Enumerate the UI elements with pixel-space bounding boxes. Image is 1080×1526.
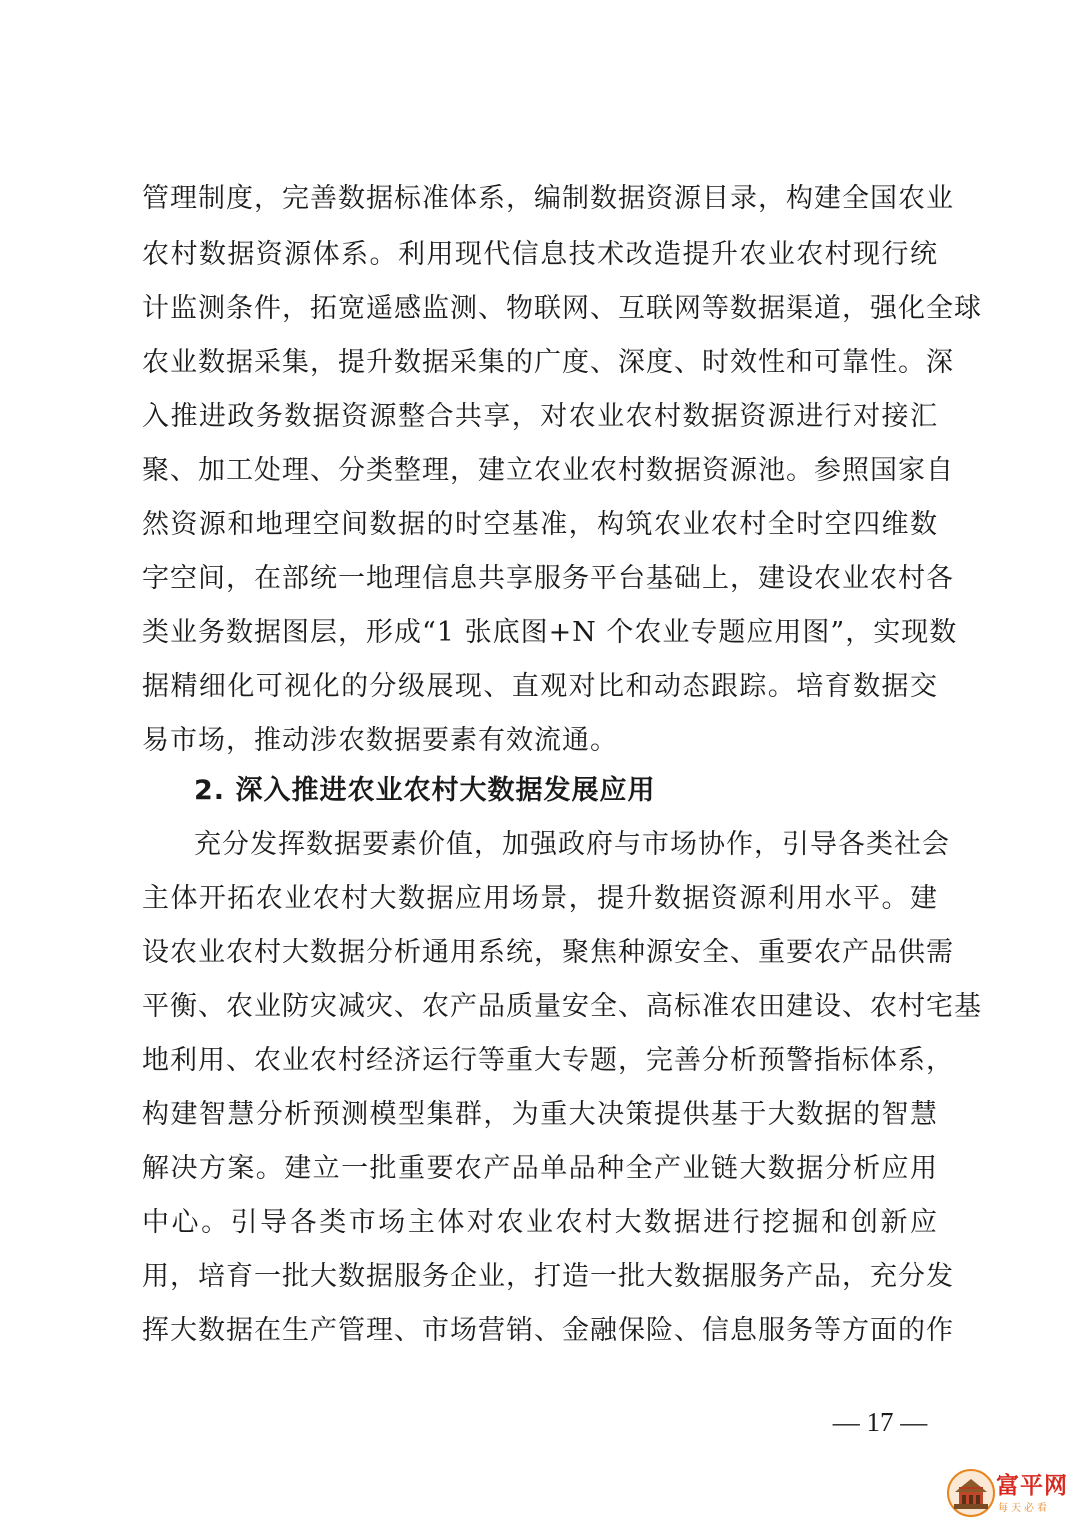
paragraph-1-line-8: 字空间，在部统一地理信息共享服务平台基础上，建设农业农村各 [142,563,954,594]
paragraph-1-line-9: 类业务数据图层，形成“1 张底图+N 个农业专题应用图”，实现数 [142,617,958,648]
paragraph-1-line-1: 管理制度，完善数据标准体系，编制数据资源目录，构建全国农业 [142,183,954,214]
paragraph-1-line-10: 据精细化可视化的分级展现、直观对比和动态跟踪。培育数据交 [142,671,938,702]
page-number: — 17 — [832,1407,928,1437]
paragraph-2-line-6: 构建智慧分析预测模型集群，为重大决策提供基于大数据的智慧 [142,1099,938,1130]
paragraph-2-line-5: 地利用、农业农村经济运行等重大专题，完善分析预警指标体系， [142,1045,954,1076]
paragraph-1-line-4: 农业数据采集，提升数据采集的广度、深度、时效性和可靠性。深 [142,347,954,378]
paragraph-2-line-1: 充分发挥数据要素价值，加强政府与市场协作，引导各类社会 [194,829,950,860]
paragraph-2-line-8: 中心。引导各类市场主体对农业农村大数据进行挖掘和创新应 [142,1207,938,1238]
paragraph-2-line-2: 主体开拓农业农村大数据应用场景，提升数据资源利用水平。建 [142,883,938,914]
paragraph-1-line-6: 聚、加工处理、分类整理，建立农业农村数据资源池。参照国家自 [142,455,954,486]
paragraph-1-line-2: 农村数据资源体系。利用现代信息技术改造提升农业农村现行统 [142,239,938,270]
paragraph-2-line-9: 用，培育一批大数据服务企业，打造一批大数据服务产品，充分发 [142,1261,954,1292]
paragraph-1-line-3: 计监测条件，拓宽遥感监测、物联网、互联网等数据渠道，强化全球 [142,293,982,324]
paragraph-2-line-3: 设农业农村大数据分析通用系统，聚焦种源安全、重要农产品供需 [142,937,954,968]
paragraph-2-line-4: 平衡、农业防灾减灾、农产品质量安全、高标准农田建设、农村宅基 [142,991,982,1022]
paragraph-1-line-11: 易市场，推动涉农数据要素有效流通。 [142,725,618,756]
paragraph-2-line-10: 挥大数据在生产管理、市场营销、金融保险、信息服务等方面的作 [142,1315,954,1346]
building-icon [946,1468,996,1518]
section-heading: 2. 深入推进农业农村大数据发展应用 [194,775,656,806]
paragraph-1-line-7: 然资源和地理空间数据的时空基准，构筑农业农村全时空四维数 [142,509,938,540]
watermark-title: 富平网 [996,1473,1068,1499]
watermark-subtitle: 每天必看 [998,1503,1050,1514]
watermark-logo [946,1468,1076,1520]
paragraph-2-line-7: 解决方案。建立一批重要农产品单品种全产业链大数据分析应用 [142,1153,938,1184]
paragraph-1-line-5: 入推进政务数据资源整合共享，对农业农村数据资源进行对接汇 [142,401,938,432]
